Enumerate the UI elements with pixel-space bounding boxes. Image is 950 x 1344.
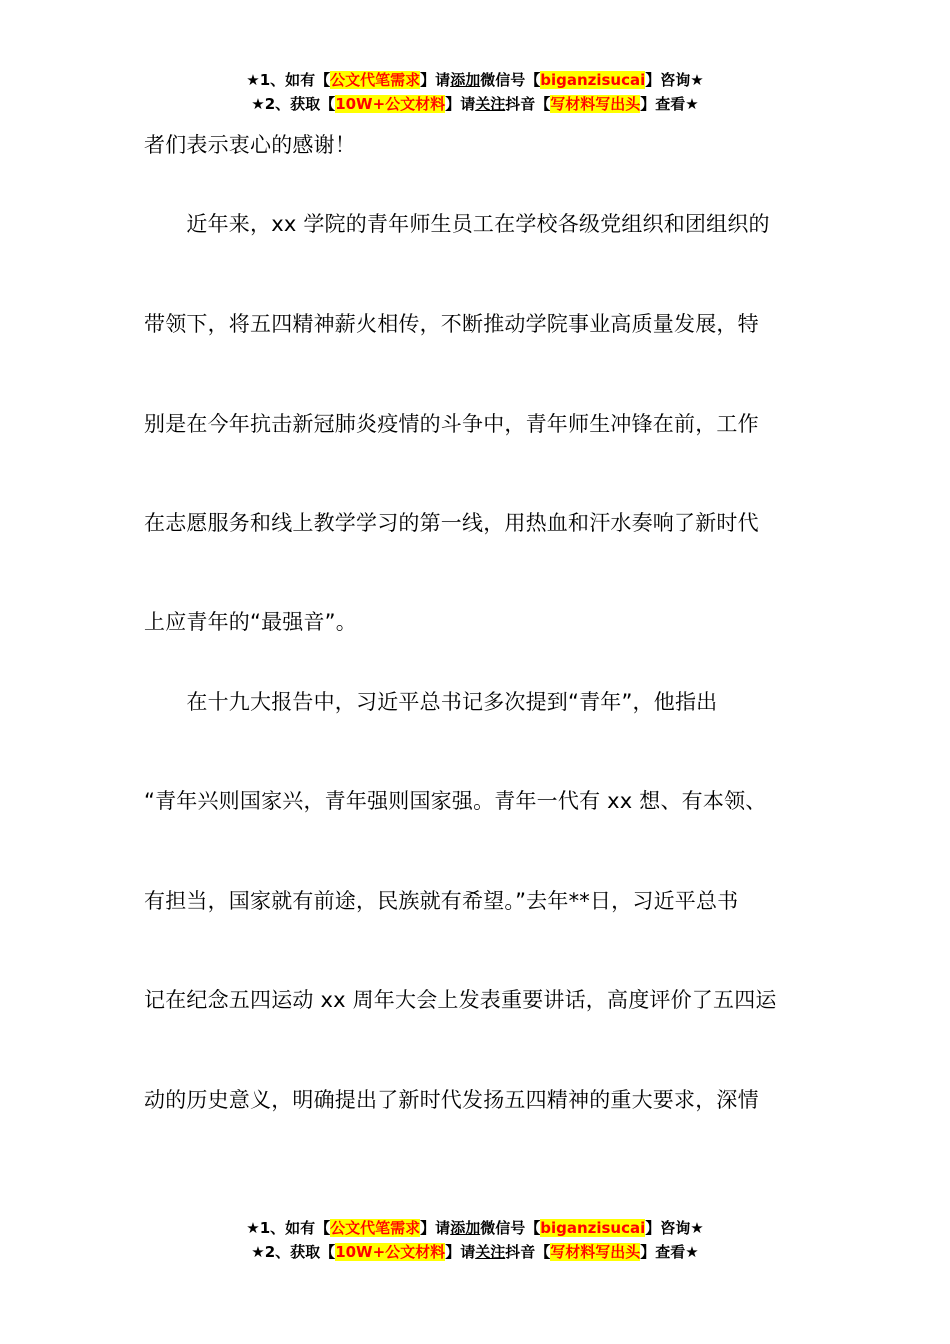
banner-text: 抖音【 — [505, 95, 551, 113]
body-line: “青年兴则国家兴，青年强则国家强。青年一代有 xx 想、有本领、 — [144, 789, 767, 813]
banner-text: ★2、获取【 — [251, 1243, 336, 1261]
banner-highlight: 写材料写出头 — [550, 1243, 641, 1261]
banner-text: ★2、获取【 — [251, 95, 336, 113]
body-line: 有担当，国家就有前途，民族就有希望。”去年**日，习近平总书 — [144, 889, 739, 913]
body-line: 动的历史意义，明确提出了新时代发扬五四精神的重大要求，深情 — [144, 1088, 759, 1112]
body-line: 者们表示衷心的感谢！ — [144, 133, 356, 157]
banner-underlined-text: 关注 — [475, 95, 506, 113]
banner-text: 抖音【 — [505, 1243, 551, 1261]
body-line: 别是在今年抗击新冠肺炎疫情的斗争中，青年师生冲锋在前，工作 — [144, 412, 759, 436]
banner-line-2 — [0, 1240, 950, 1264]
header-banner — [0, 68, 950, 116]
banner-line-2 — [0, 92, 950, 116]
banner-highlight: 写材料写出头 — [550, 95, 641, 113]
banner-highlight: 10W+公文材料 — [335, 95, 446, 113]
banner-highlight: 公文代笔需求 — [330, 71, 421, 89]
body-line: 在志愿服务和线上教学学习的第一线，用热血和汗水奏响了新时代 — [144, 511, 759, 535]
banner-text: ★1、如有【 — [246, 1219, 331, 1237]
banner-text: 】请 — [420, 1219, 451, 1237]
banner-highlight: biganzisucai — [540, 1219, 646, 1237]
banner-highlight: biganzisucai — [540, 71, 646, 89]
banner-text: 】请 — [445, 95, 476, 113]
banner-text: 微信号【 — [480, 1219, 541, 1237]
banner-line-1 — [0, 68, 950, 92]
banner-text: 】咨询★ — [645, 1219, 704, 1237]
banner-highlight: 公文代笔需求 — [330, 1219, 421, 1237]
banner-text: 微信号【 — [480, 71, 541, 89]
banner-text: 】请 — [420, 71, 451, 89]
body-line: 带领下，将五四精神薪火相传，不断推动学院事业高质量发展，特 — [144, 312, 759, 336]
banner-text: 】查看★ — [640, 95, 699, 113]
body-line: 在十九大报告中，习近平总书记多次提到“青年”，他指出 — [144, 690, 718, 714]
banner-underlined-text: 添加 — [450, 1219, 481, 1237]
banner-text: ★1、如有【 — [246, 71, 331, 89]
banner-text: 】咨询★ — [645, 71, 704, 89]
banner-underlined-text: 添加 — [450, 71, 481, 89]
banner-underlined-text: 关注 — [475, 1243, 506, 1261]
body-line: 近年来，xx 学院的青年师生员工在学校各级党组织和团组织的 — [144, 212, 770, 236]
banner-text: 】请 — [445, 1243, 476, 1261]
body-line: 上应青年的“最强音”。 — [144, 610, 357, 634]
footer-banner — [0, 1216, 950, 1264]
body-line: 记在纪念五四运动 xx 周年大会上发表重要讲话，高度评价了五四运 — [144, 988, 777, 1012]
banner-line-1 — [0, 1216, 950, 1240]
banner-text: 】查看★ — [640, 1243, 699, 1261]
banner-highlight: 10W+公文材料 — [335, 1243, 446, 1261]
